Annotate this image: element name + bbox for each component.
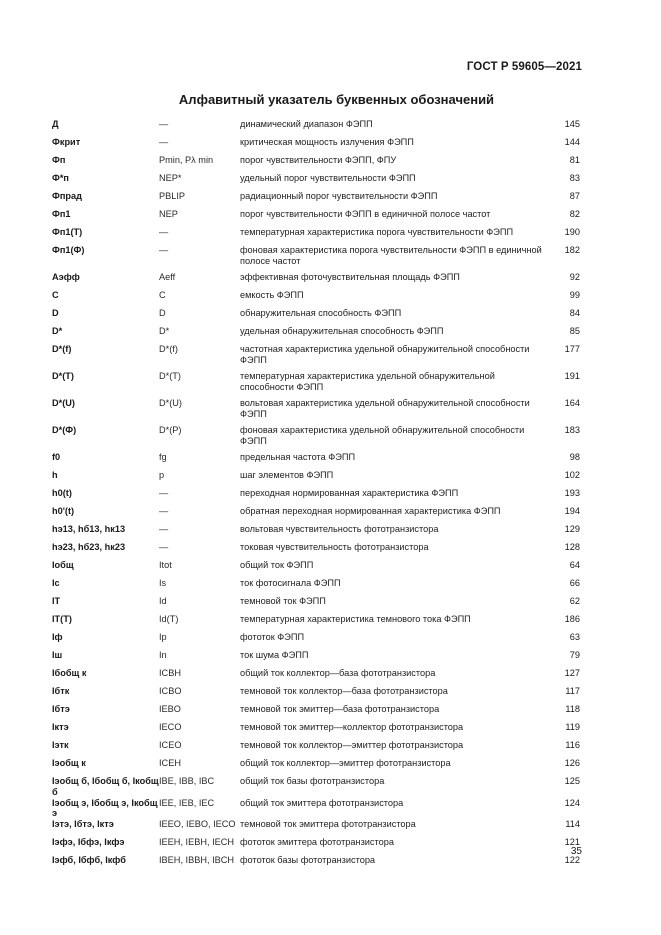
entry-alt-symbol: IBEH, IBBH, IBCH [159, 855, 235, 866]
index-entry [52, 632, 580, 650]
entry-alt-symbol: ICEO [159, 740, 182, 750]
symbol-index-list [52, 119, 580, 873]
entry-page: 193 [564, 488, 580, 498]
entry-description: темновой ток эмиттер—коллектор фототранзистора [240, 722, 464, 732]
entry-page: 124 [564, 797, 580, 808]
entry-description: вольтовая характеристика удельной обнаружительной способности ФЭПП [240, 398, 530, 419]
index-entry [52, 290, 580, 308]
entry-symbol: Iэобщ б, Iбобщ б, Iкобщ б [52, 776, 159, 797]
entry-symbol: f0 [52, 452, 61, 462]
entry-alt-symbol: IEEO, IEBO, IECO [159, 819, 236, 830]
entry-description: токовая чувствительность фототранзистора [240, 542, 429, 552]
index-entry [52, 119, 580, 137]
entry-description: температурная характеристика темнового тока ФЭПП [240, 614, 471, 624]
entry-description: фоновая характеристика порога чувствительности ФЭПП в единичной полосе частот [240, 245, 542, 266]
entry-page: 84 [569, 308, 580, 318]
entry-description: фототок эмиттера фототранзистора [240, 837, 394, 848]
entry-page: 191 [564, 371, 580, 381]
entry-page: 117 [565, 686, 580, 696]
entry-alt-symbol: IBE, IBB, IBC [159, 776, 215, 786]
entry-description: фоновая характеристика удельной обнаружительной способности ФЭПП [240, 425, 525, 446]
index-entry [52, 425, 580, 452]
entry-description: емкость ФЭПП [240, 290, 304, 300]
entry-description: темновой ток эмиттер—база фототранзистора [240, 704, 440, 714]
standard-code: ГОСТ Р 59605—2021 [466, 61, 582, 73]
entry-page: 99 [569, 290, 580, 300]
entry-page: 66 [569, 578, 580, 588]
entry-description: эффективная фоточувствительная площадь ФЭПП [240, 272, 460, 282]
index-entry [52, 596, 580, 614]
index-entry [52, 209, 580, 227]
entry-description: фототок ФЭПП [240, 632, 305, 642]
entry-page: 119 [565, 722, 580, 732]
entry-alt-symbol: NEP* [159, 173, 182, 183]
index-entry [52, 137, 580, 155]
entry-symbol: Iэобщ к [52, 758, 86, 768]
entry-alt-symbol: — [159, 524, 169, 534]
entry-page: 114 [565, 819, 580, 830]
entry-alt-symbol: In [159, 650, 167, 660]
index-entry [52, 326, 580, 344]
entry-alt-symbol: PBLIP [159, 191, 186, 201]
entry-page: 127 [564, 668, 580, 678]
entry-page: 125 [564, 776, 580, 786]
entry-description: порог чувствительности ФЭПП в единичной полосе частот [240, 209, 491, 219]
index-entry [52, 272, 580, 290]
entry-alt-symbol: IEEH, IEBH, IECH [159, 837, 235, 848]
entry-page: 87 [569, 191, 580, 201]
entry-description: температурная характеристика удельной обнаружительной способности ФЭПП [240, 371, 495, 392]
entry-alt-symbol: — [159, 227, 169, 237]
index-entry [52, 837, 580, 855]
entry-page: 122 [564, 855, 580, 866]
entry-page: 92 [569, 272, 580, 282]
entry-symbol: h [52, 470, 58, 480]
index-entry [52, 740, 580, 758]
index-entry [52, 650, 580, 668]
entry-symbol: Iэтк [52, 740, 69, 750]
entry-description: общий ток коллектор—база фототранзистора [240, 668, 436, 678]
index-entry [52, 452, 580, 470]
entry-alt-symbol: IEBO [159, 704, 181, 714]
entry-page: 116 [565, 740, 580, 750]
entry-symbol: D*(f) [52, 344, 72, 354]
index-entry [52, 506, 580, 524]
entry-symbol: Iш [52, 650, 63, 660]
entry-alt-symbol: D*(T) [159, 371, 181, 381]
entry-description: удельный порог чувствительности ФЭПП [240, 173, 416, 183]
index-entry [52, 578, 580, 596]
entry-description: общий ток коллектор—эмиттер фототранзистора [240, 758, 451, 768]
entry-description: ток шума ФЭПП [240, 650, 309, 660]
entry-description: температурная характеристика порога чувствительности ФЭПП [240, 227, 514, 237]
entry-alt-symbol: — [159, 506, 169, 516]
entry-alt-symbol: Aeff [159, 272, 176, 282]
entry-alt-symbol: D* [159, 326, 170, 336]
entry-description: порог чувствительности ФЭПП, ФПУ [240, 155, 397, 165]
entry-page: 129 [564, 524, 580, 534]
entry-symbol: Iф [52, 632, 63, 642]
entry-page: 118 [565, 704, 580, 714]
entry-alt-symbol: D*(P) [159, 425, 182, 435]
entry-symbol: Ф*п [52, 173, 69, 183]
entry-page: 63 [569, 632, 580, 642]
entry-symbol: C [52, 290, 59, 300]
entry-page: 121 [564, 837, 580, 848]
index-entry [52, 758, 580, 776]
entry-symbol: Iобщ [52, 560, 74, 570]
entry-symbol: Фп1(T) [52, 227, 83, 237]
index-entry [52, 614, 580, 632]
entry-symbol: D*(U) [52, 398, 75, 408]
entry-symbol: D*(Ф) [52, 425, 77, 435]
entry-description: общий ток ФЭПП [240, 560, 314, 570]
entry-alt-symbol: — [159, 542, 169, 552]
index-entry [52, 686, 580, 704]
entry-alt-symbol: ICBO [159, 686, 182, 696]
index-entry [52, 798, 580, 820]
entry-symbol: IТ(T) [52, 614, 72, 624]
entry-symbol: Iэтэ, Iбтэ, Iктэ [52, 819, 114, 830]
entry-alt-symbol: ICBH [159, 668, 181, 678]
entry-page: 177 [564, 344, 580, 354]
entry-description: радиационный порог чувствительности ФЭПП [240, 191, 438, 201]
entry-description: вольтовая чувствительность фототранзистора [240, 524, 439, 534]
entry-description: общий ток базы фототранзистора [240, 776, 385, 786]
entry-page: 186 [564, 614, 580, 624]
index-entry [52, 191, 580, 209]
entry-alt-symbol: Itot [159, 560, 172, 570]
index-entry [52, 371, 580, 398]
index-entry [52, 819, 580, 837]
entry-description: частотная характеристика удельной обнаружительной способности ФЭПП [240, 344, 530, 365]
entry-symbol: hэ13, hб13, hк13 [52, 524, 126, 534]
entry-page: 82 [569, 209, 580, 219]
entry-alt-symbol: p [159, 470, 165, 480]
entry-symbol: Фп1 [52, 209, 71, 219]
entry-symbol: D*(T) [52, 371, 74, 381]
entry-description: переходная нормированная характеристика ФЭПП [240, 488, 459, 498]
entry-description: темновой ток коллектор—база фототранзистора [240, 686, 448, 696]
entry-symbol: Iэфб, Iбфб, Iкфб [52, 855, 126, 866]
entry-page: 85 [569, 326, 580, 336]
entry-symbol: Фкрит [52, 137, 81, 147]
entry-alt-symbol: fg [159, 452, 167, 462]
entry-alt-symbol: D*(U) [159, 398, 182, 408]
entry-alt-symbol: ICEH [159, 758, 181, 768]
index-entry [52, 227, 580, 245]
index-entry [52, 308, 580, 326]
entry-alt-symbol: — [159, 119, 169, 129]
entry-page: 126 [564, 758, 580, 768]
entry-symbol: D [52, 308, 59, 318]
entry-symbol: Д [52, 119, 59, 129]
entry-alt-symbol: Ip [159, 632, 167, 642]
entry-symbol: Фп1(Ф) [52, 245, 85, 255]
entry-alt-symbol: IEE, IEB, IEC [159, 797, 215, 808]
page-title: Алфавитный указатель буквенных обозначений [178, 92, 495, 107]
index-entry [52, 470, 580, 488]
index-entry [52, 722, 580, 740]
entry-page: 190 [564, 227, 580, 237]
entry-page: 79 [569, 650, 580, 660]
entry-alt-symbol: Is [159, 578, 167, 588]
entry-page: 145 [564, 119, 580, 129]
entry-description: критическая мощность излучения ФЭПП [240, 137, 414, 147]
entry-description: обнаружительная способность ФЭПП [240, 308, 402, 318]
entry-description: предельная частота ФЭПП [240, 452, 356, 462]
entry-symbol: Iбобщ к [52, 668, 87, 678]
entry-symbol: Iбтк [52, 686, 70, 696]
index-entry [52, 704, 580, 722]
page-number: 35 [570, 846, 582, 857]
index-entry [52, 245, 580, 272]
entry-alt-symbol: NEP [159, 209, 178, 219]
entry-symbol: Фп [52, 155, 66, 165]
entry-alt-symbol: — [159, 137, 169, 147]
entry-description: фототок базы фототранзистора [240, 855, 376, 866]
entry-alt-symbol: — [159, 245, 169, 255]
entry-symbol: hэ23, hб23, hк23 [52, 542, 126, 552]
entry-page: 98 [569, 452, 580, 462]
entry-description: динамический диапазон ФЭПП [240, 119, 373, 129]
entry-page: 102 [564, 470, 580, 480]
index-entry [52, 855, 580, 873]
entry-page: 194 [564, 506, 580, 516]
entry-alt-symbol: Id [159, 596, 167, 606]
entry-description: обратная переходная нормированная характеристика ФЭПП [240, 506, 501, 516]
entry-description: темновой ток эмиттера фототранзистора [240, 819, 416, 830]
entry-alt-symbol: Id(T) [159, 614, 179, 624]
entry-symbol: D* [52, 326, 63, 336]
entry-page: 81 [569, 155, 580, 165]
entry-symbol: h0'(t) [52, 506, 75, 516]
entry-symbol: Iэфэ, Iбфэ, Iкфэ [52, 837, 125, 848]
entry-description: шаг элементов ФЭПП [240, 470, 334, 480]
entry-symbol: Фпрад [52, 191, 82, 201]
entry-description: ток фотосигнала ФЭПП [240, 578, 341, 588]
entry-page: 164 [564, 398, 580, 408]
entry-alt-symbol: D [159, 308, 166, 318]
entry-symbol: IТ [52, 596, 61, 606]
entry-symbol: Iктэ [52, 722, 69, 732]
index-entry [52, 668, 580, 686]
index-entry [52, 344, 580, 371]
index-entry [52, 542, 580, 560]
entry-alt-symbol: — [159, 488, 169, 498]
entry-symbol: Iс [52, 578, 60, 588]
entry-alt-symbol: IECO [159, 722, 182, 732]
entry-alt-symbol: D*(f) [159, 344, 178, 354]
entry-symbol: Iбтэ [52, 704, 70, 714]
entry-alt-symbol: Pmin, Pλ min [159, 155, 214, 165]
entry-page: 64 [569, 560, 580, 570]
entry-symbol: Aэфф [52, 272, 80, 282]
entry-page: 83 [569, 173, 580, 183]
index-entry [52, 524, 580, 542]
entry-page: 183 [564, 425, 580, 435]
index-entry [52, 776, 580, 798]
entry-description: удельная обнаружительная способность ФЭПП [240, 326, 444, 336]
entry-alt-symbol: C [159, 290, 166, 300]
index-entry [52, 155, 580, 173]
entry-symbol: h0(t) [52, 488, 72, 498]
entry-page: 62 [569, 596, 580, 606]
index-entry [52, 173, 580, 191]
entry-description: темновой ток коллектор—эмиттер фототранзистора [240, 740, 464, 750]
entry-page: 128 [564, 542, 580, 552]
entry-page: 144 [564, 137, 580, 147]
index-entry [52, 488, 580, 506]
entry-description: общий ток эмиттера фототранзистора [240, 797, 404, 808]
entry-symbol: Iэобщ э, Iбобщ э, Iкобщ э [52, 797, 158, 819]
index-entry [52, 560, 580, 578]
entry-page: 182 [564, 245, 580, 255]
index-entry [52, 398, 580, 425]
entry-description: темновой ток ФЭПП [240, 596, 326, 606]
